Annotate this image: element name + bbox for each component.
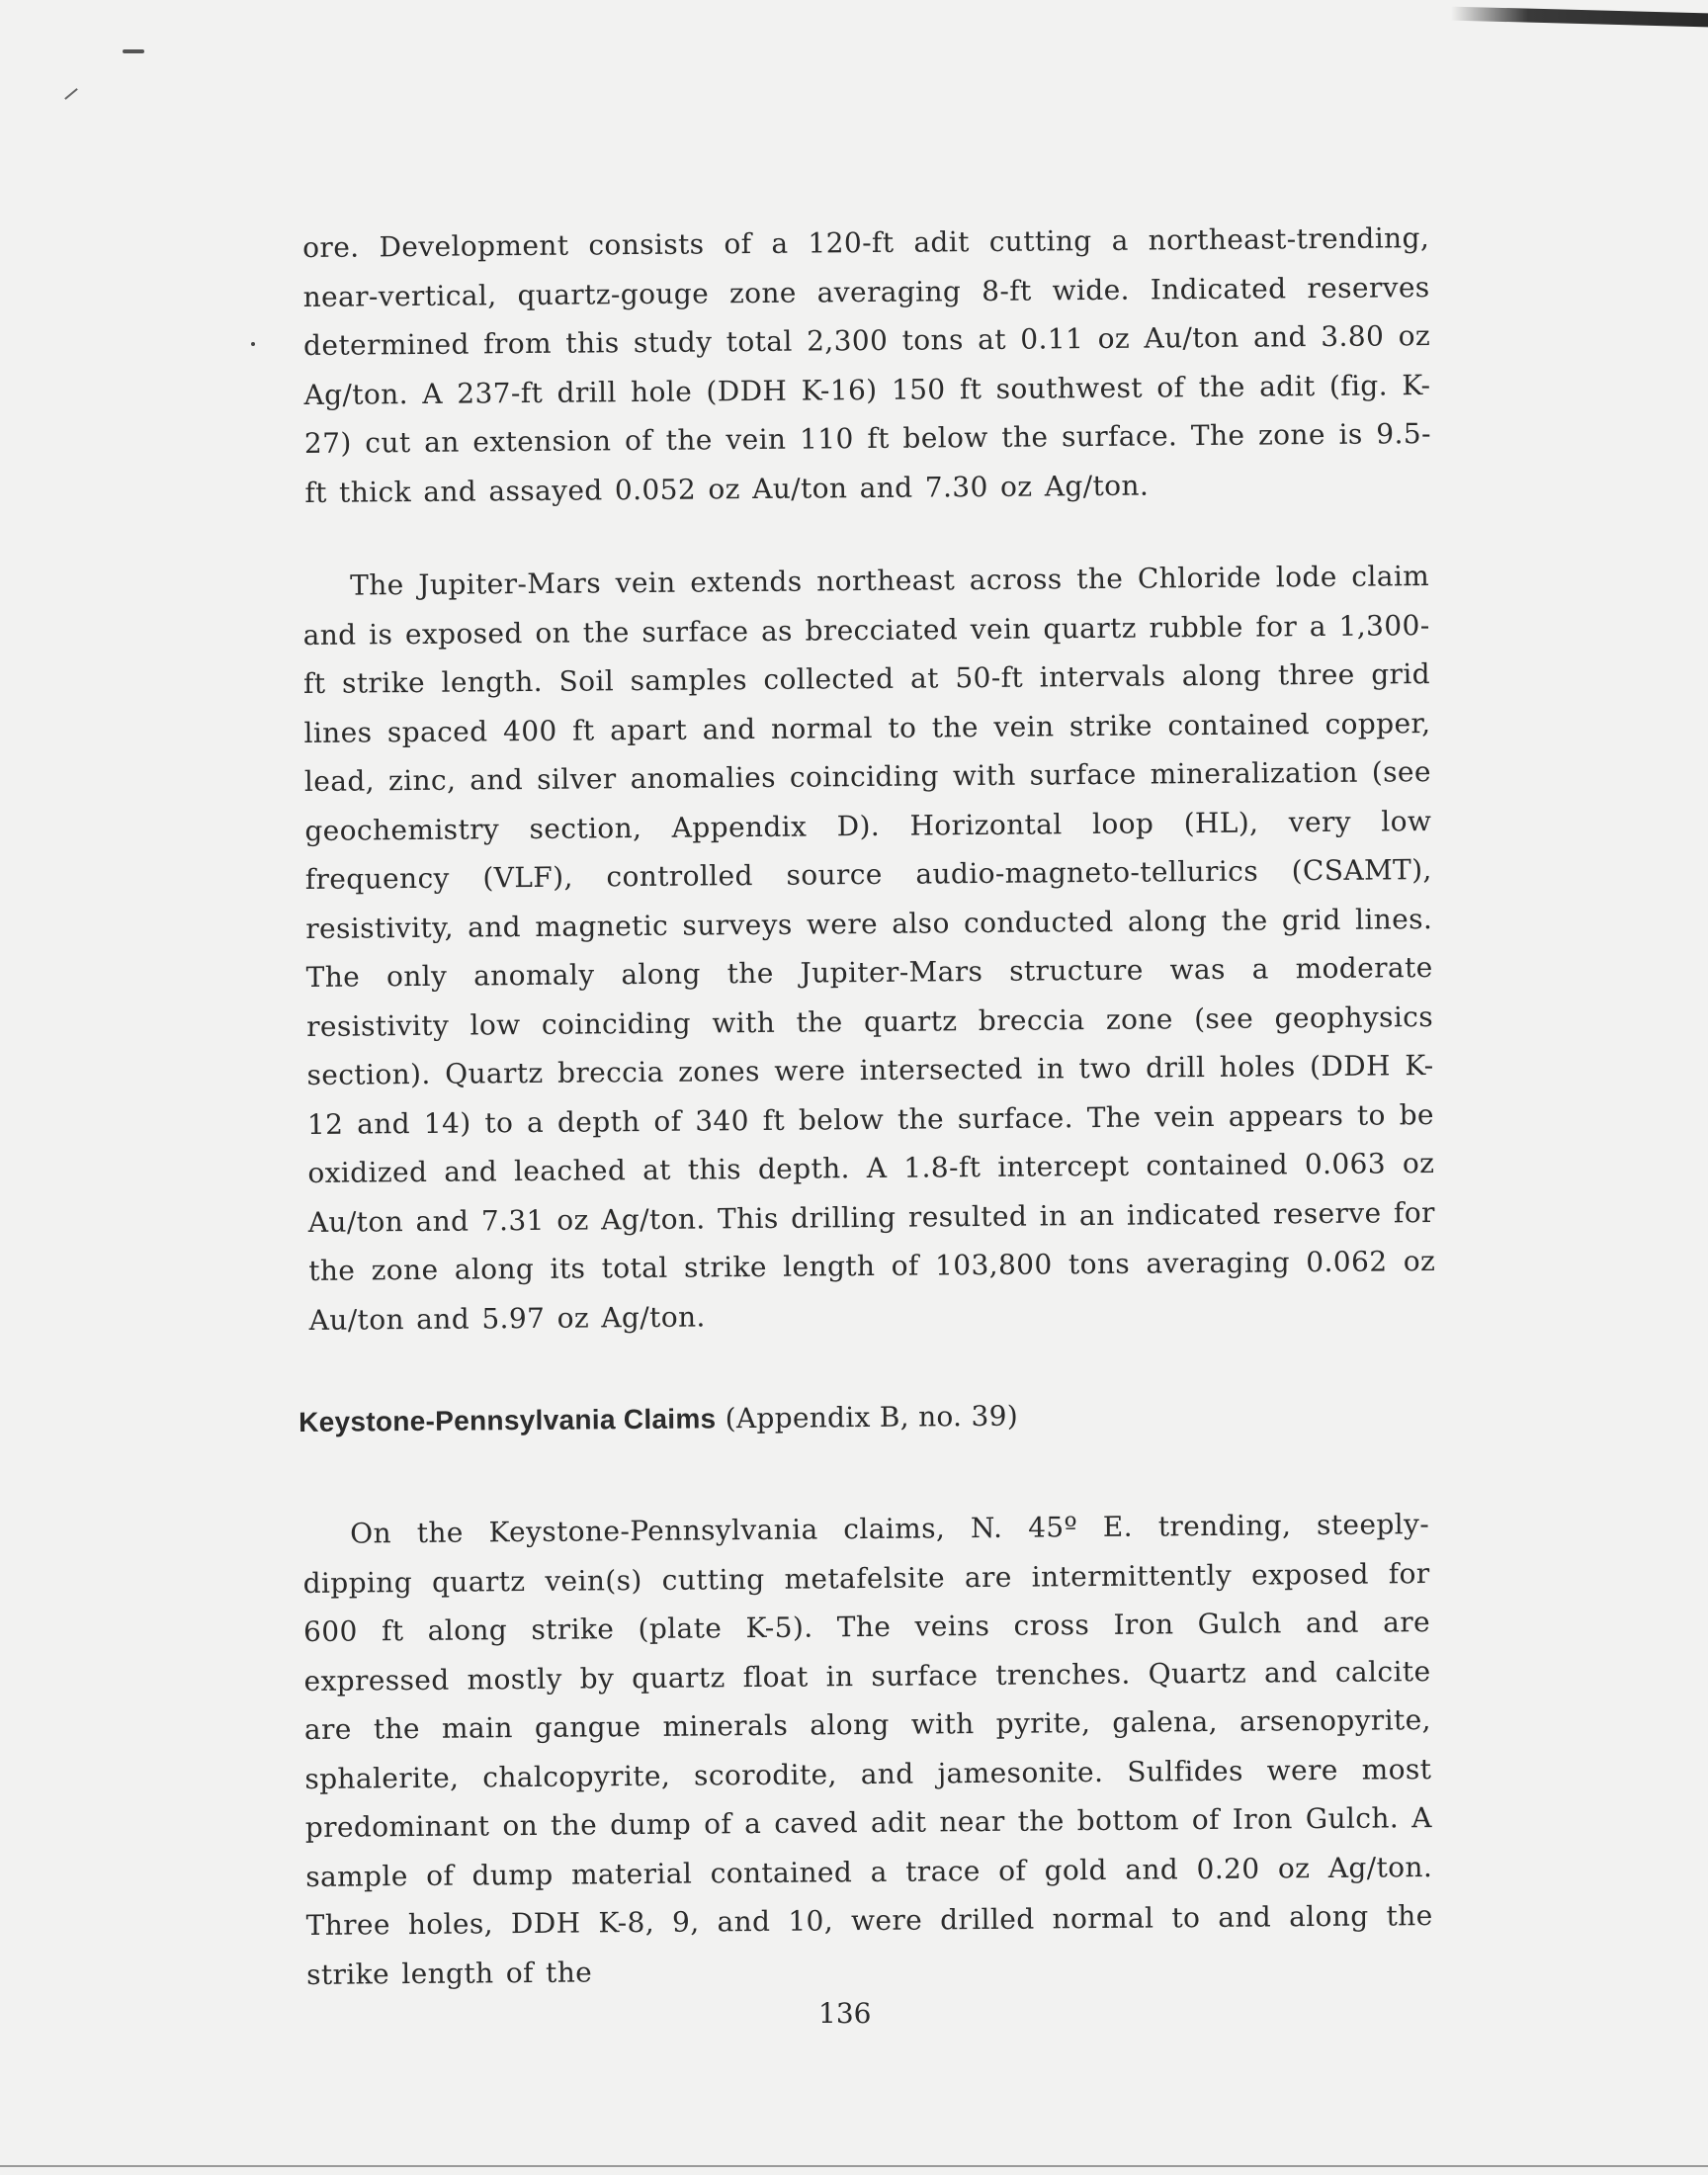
- scan-bottom-edge: [0, 2165, 1708, 2167]
- paragraph-2-text: The Jupiter-Mars vein extends northeast across the Chloride lode claim and is exposed on the surface as brecciated vein quartz rubble for a 1,300-ft strike length. Soil samples collected at 50-ft intervals along three grid lines spaced 400 ft apart and normal to the vein strike contained copper, lead, zinc, and silver anomalies coinciding with surface mineralization (see geochemistry section, Appendix D). Horizontal loop (HL), very low frequency (VLF), controlled source audio-magneto-tellurics (CSAMT), resistivity, and magnetic surveys were also conducted along the grid lines. The only anomaly along the Jupiter-Mars structure was a moderate resistivity low coinciding with the quartz breccia zone (see geophysics section). Quartz breccia zones were intersected in two drill holes (DDH K-12 and 14) to a depth of 340 ft below the surface. The vein appears to be oxidized and leached at this depth. A 1.8-ft intercept contained 0.063 oz Au/ton and 7.31 oz Ag/ton. This drilling resulted in an indicated reserve for the zone along its total strike length of 103,800 tons averaging 0.062 oz Au/ton and 5.97 oz Ag/ton.: [302, 560, 1436, 1337]
- scan-artifact-dot: [251, 342, 255, 346]
- paragraph-continuation: [302, 214, 1432, 517]
- paragraph-jupiter-mars: [302, 552, 1436, 1345]
- paragraph-keystone: [302, 1500, 1433, 1999]
- section-heading: [299, 1400, 1018, 1438]
- section-heading-reference: (Appendix B, no. 39): [716, 1399, 1019, 1436]
- scan-artifact-top-right: [1451, 7, 1708, 28]
- page-number: 136: [818, 1997, 872, 2030]
- section-heading-title: Keystone-Pennsylvania Claims: [299, 1403, 717, 1437]
- paragraph-3-text: On the Keystone-Pennsylvania claims, N. 45º E. trending, steeply-dipping quartz vein(s) cutting metafelsite are intermittently exposed for 600 ft along strike (plate K-5). The veins cross Iron Gulch and are expressed mostly by quartz float in surface trenches. Quartz and calcite are the main gangue minerals along with pyrite, galena, arsenopyrite, sphalerite, chalcopyrite, scorodite, and jamesonite. Sulfides were most predominant on the dump of a caved adit near the bottom of Iron Gulch. A sample of dump material contained a trace of gold and 0.20 oz Ag/ton. Three holes, DDH K-8, 9, and 10, were drilled normal to and along the strike length of the: [302, 1508, 1433, 1991]
- paragraph-1-text: ore. Development consists of a 120-ft adit cutting a northeast-trending, near-vertical, quartz-gouge zone averaging 8-ft wide. Indicated reserves determined from this study total 2,300 tons at 0.11 oz Au/ton and 3.80 oz Ag/ton. A 237-ft drill hole (DDH K-16) 150 ft southwest of the adit (fig. K-27) cut an extension of the vein 110 ft below the surface. The zone is 9.5-ft thick and assayed 0.052 oz Au/ton and 7.30 oz Ag/ton.: [302, 221, 1432, 509]
- scan-artifact-top-left: [123, 49, 144, 53]
- scan-artifact-tick: [64, 88, 78, 100]
